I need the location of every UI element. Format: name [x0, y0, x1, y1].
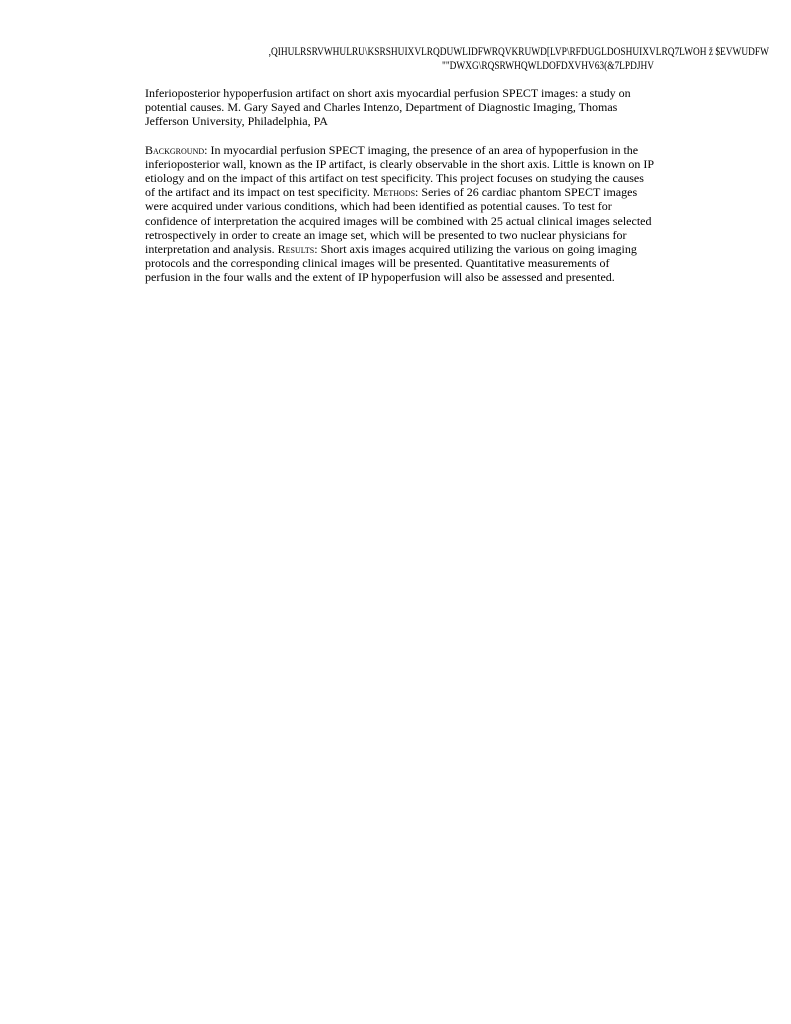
title-block: [145, 86, 655, 129]
background-heading: Background: [145, 142, 205, 157]
background-text: : In myocardial perfusion SPECT imaging, the presence of an area of hypoperfusion in the inferioposterior wall, known as the IP artifact, is clearly observable in the short axis. Little is known on IP etiology and on the impact of this artifact on test specificity. This project focuses on studying the causes of the artifact and its impact on test specificity.: [145, 142, 654, 200]
author-affiliation: M. Gary Sayed and Charles Intenzo, Department of Diagnostic Imaging, Thomas Jefferson University, Philadelphia, PA: [145, 100, 618, 129]
results-text: : Short axis images acquired utilizing the various on going imaging protocols and the corresponding clinical images will be presented. Quantitative measurements of perfusion in the four walls and the extent of IP hypoperfusion will also be assessed and presented.: [145, 242, 637, 285]
methods-heading: Methods: [372, 185, 416, 200]
header-line-2: ""DWXG\RQSRWHQWLDOFDXVHV63(&7LPDJHV: [441, 58, 654, 72]
results-heading: Results: [277, 242, 315, 257]
abstract-title: Inferioposterior hypoperfusion artifact on short axis myocardial perfusion SPECT images: a study on potential causes.: [145, 86, 631, 115]
methods-text: : Series of 26 cardiac phantom SPECT images were acquired under various conditions, which had been identified as potential causes. To test for confidence of interpretation the acquired images will be combined with 25 actual clinical images selected retrospectively in order to create an image set, which will be presented to two nuclear physicians for interpretation and analysis.: [145, 185, 652, 257]
document-body: [145, 86, 655, 285]
page-header: [268, 44, 769, 72]
abstract-paragraph: [145, 143, 655, 285]
header-line-1: ,QIHULRSRVWHULRU\KSRSHUIXVLRQDUWLIDFWRQVKRUWD[LVP\RFDUGLDOSHUIXVLRQ7LWOH ž $EVWUDFW: [268, 44, 769, 58]
